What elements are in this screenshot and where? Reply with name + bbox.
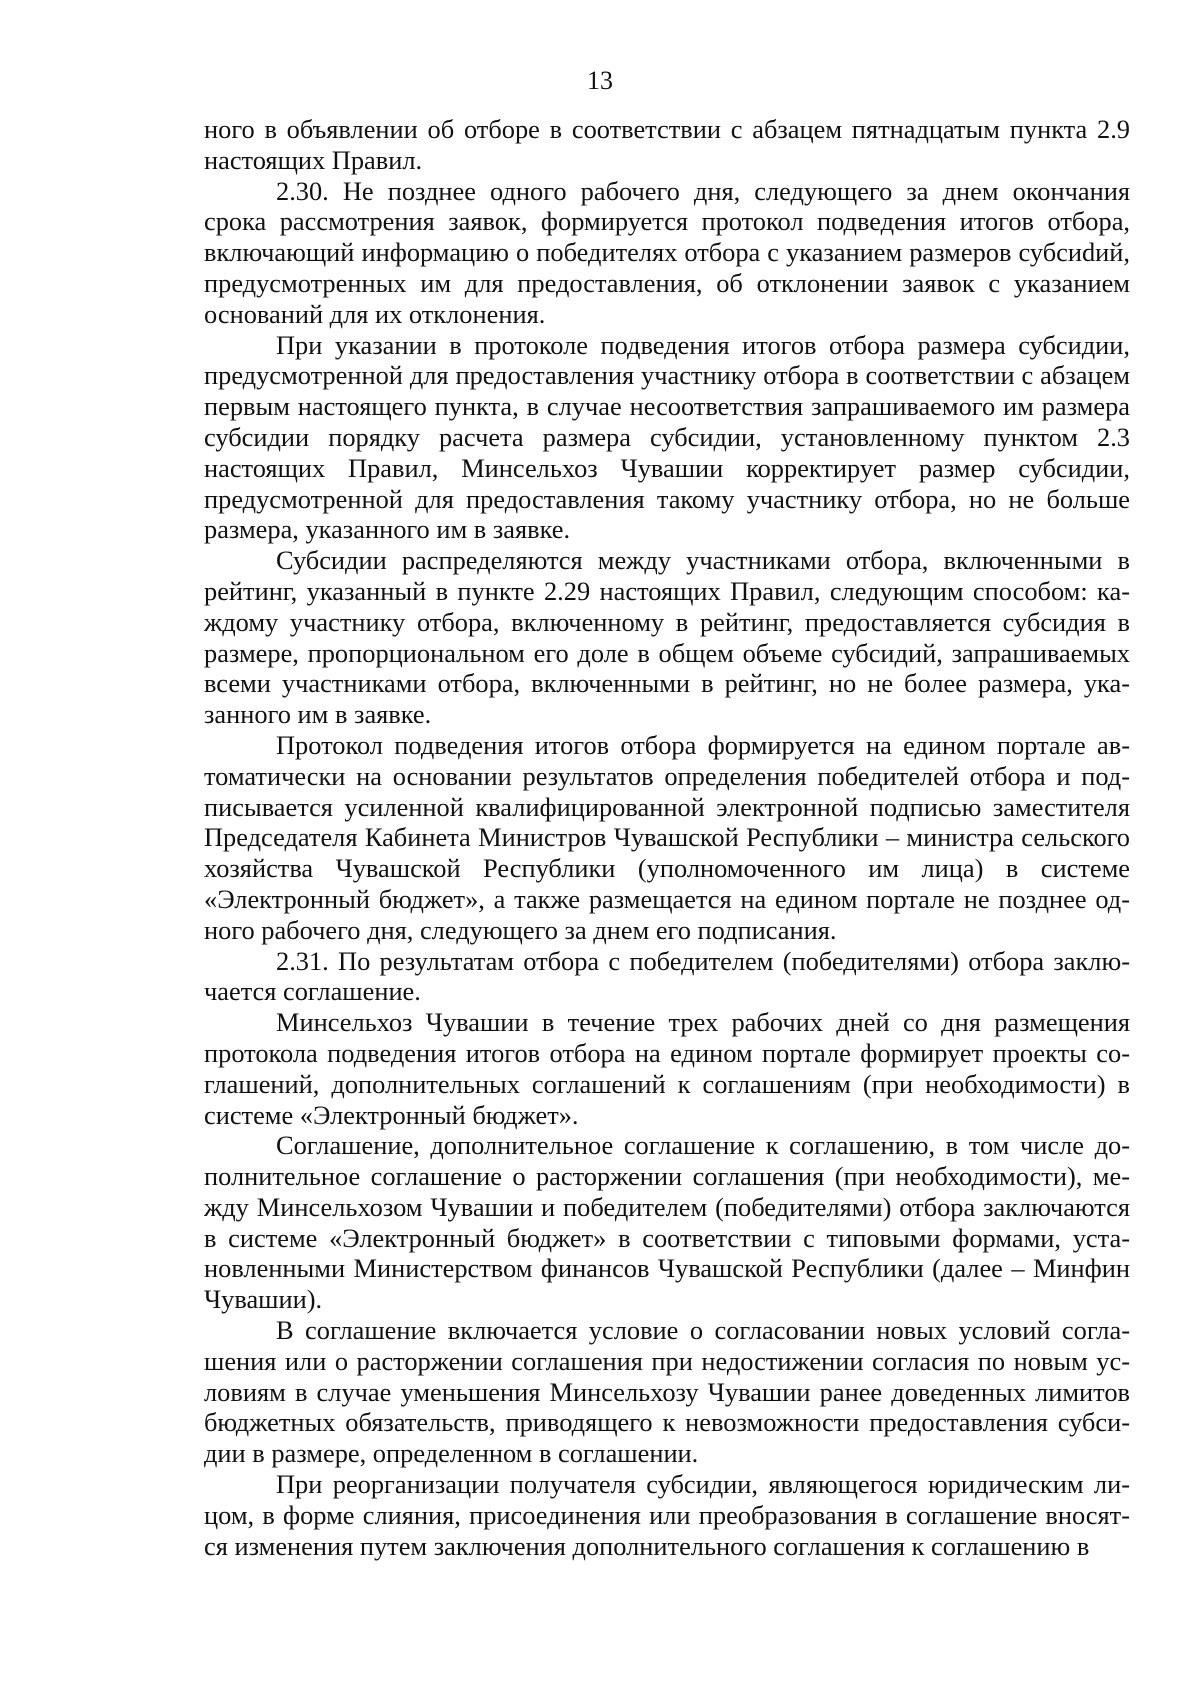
page-number: 13 xyxy=(587,66,613,95)
paragraph-agreement-forms: Соглашение, дополнительное соглашение к соглашению, в том числе дополнительное соглашение о расторжении соглашения (при необходимости), между Минсельхозом Чувашии и победителем (победителями) отбора заключаются в системе «Электронный бюджет» в соответствии с типовыми формами, установленными Министерством финансов Чувашской Республики (далее – Минфин Чувашии). xyxy=(204,1130,1130,1315)
paragraph-reorganization: При реорганизации получателя субсидии, являющегося юридическим лицом, в форме слияния, присоединения или преобразования в соглашение вносятся изменения путем заключения дополнительного соглашения к соглашению в xyxy=(204,1469,1130,1561)
paragraph-subsidy-correction: При указании в протоколе подведения итогов отбора размера субсидии, предусмотренной для предоставления участнику отбора в соответствии с абзацем первым настоящего пункта, в случае несоответствия запрашиваемого им размера субсидии порядку расчета размера субсидии, установленному пунктом 2.3 настоящих Правил, Минсельхоз Чувашии корректирует размер субсидии, предусмотренной для предоставления такому участнику отбора, но не больше размера, указанного им в заявке. xyxy=(204,329,1130,545)
paragraph-subsidy-distribution: Субсидии распределяются между участниками отбора, включенными в рейтинг, указанный в пункте 2.29 настоящих Правил, следующим способом: каждому участнику отбора, включенному в рейтинг, предоставляется субсидия в размере, пропорциональном его доле в общем объеме субсидий, запрашиваемых всеми участниками отбора, включенными в рейтинг, но не более размера, указанного им в заявке. xyxy=(204,545,1130,730)
document-body xyxy=(204,114,1130,1561)
paragraph-agreement-conditions: В соглашение включается условие о согласовании новых условий соглашения или о расторжении соглашения при недостижении согласия по новым условиям в случае уменьшения Минсельхозу Чувашии ранее доведенных лимитов бюджетных обязательств, приводящего к невозможности предоставления субсидии в размере, определенном в соглашении. xyxy=(204,1315,1130,1469)
paragraph-continuation: ного в объявлении об отборе в соответствии с абзацем пятнадцатым пункта 2.9 настоящих Правил. xyxy=(204,114,1130,175)
paragraph-protocol-signing: Протокол подведения итогов отбора формируется на едином портале автоматически на основании результатов определения победителей отбора и подписывается усиленной квалифицированной электронной подписью заместителя Председателя Кабинета Министров Чувашской Республики – министра сельского хозяйства Чувашской Республики (уполномоченного им лица) в системе «Электронный бюджет», а также размещается на едином портале не позднее одного рабочего дня, следующего за днем его подписания. xyxy=(204,729,1130,945)
paragraph-2-31: 2.31. По результатам отбора с победителем (победителями) отбора заключается соглашение. xyxy=(204,945,1130,1007)
paragraph-2-30: 2.30. Не позднее одного рабочего дня, следующего за днем окончания срока рассмотрения заявок, формируется протокол подведения итогов отбора, включающий информацию о победителях отбора с указанием размеров субсиdий, предусмотренных им для предоставления, об отклонении заявок с указанием оснований для их отклонения. xyxy=(204,175,1130,329)
paragraph-draft-agreements: Минсельхоз Чувашии в течение трех рабочих дней со дня размещения протокола подведения итогов отбора на едином портале формирует проекты соглашений, дополнительных соглашений к соглашениям (при необходимости) в системе «Электронный бюджет». xyxy=(204,1007,1130,1130)
